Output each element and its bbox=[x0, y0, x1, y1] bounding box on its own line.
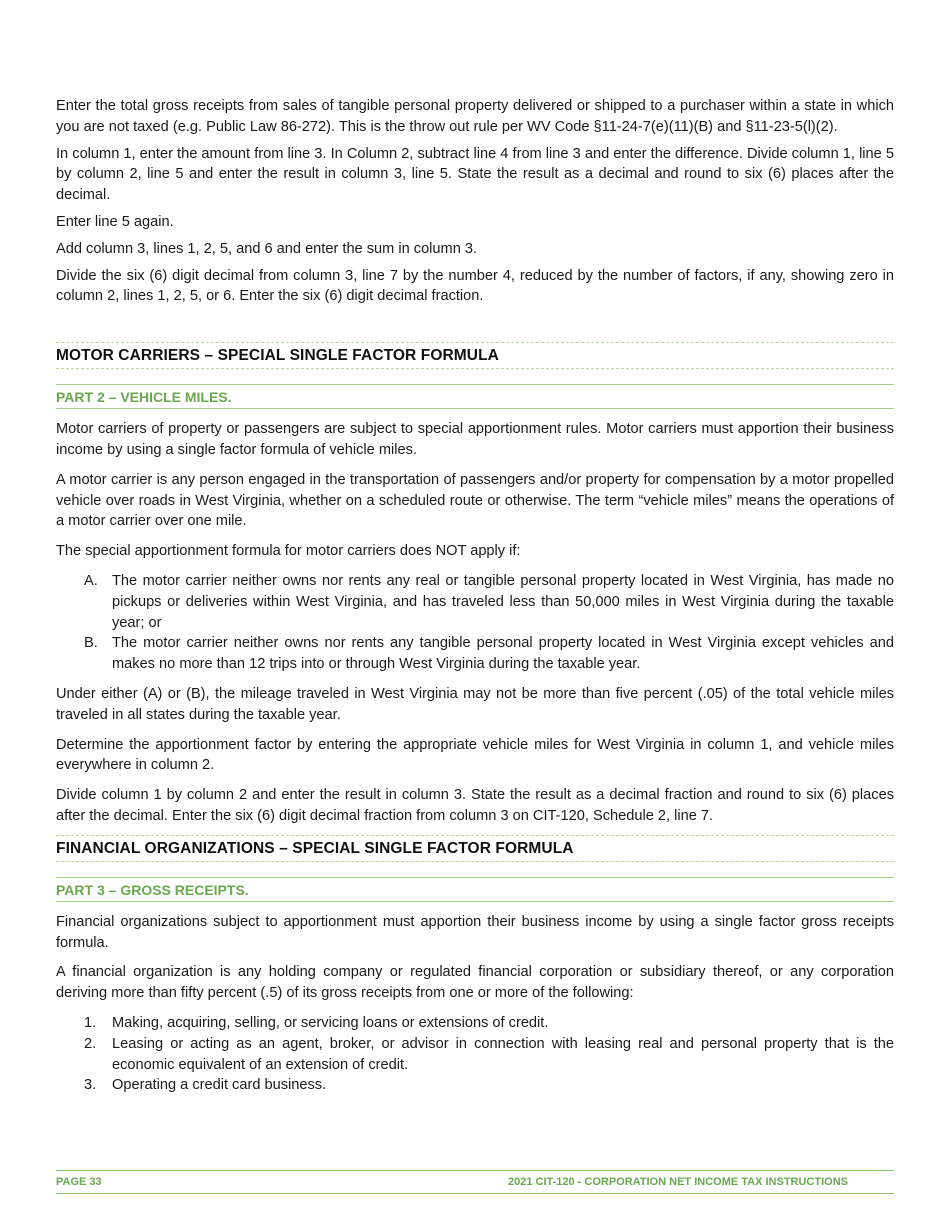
motor-paragraph-1: Motor carriers of property or passengers are subject to special apportionment rules. Motor carriers must apportion their business income by using a single factor formula of vehicle miles. bbox=[56, 421, 894, 458]
financial-organizations-heading: FINANCIAL ORGANIZATIONS – SPECIAL SINGLE FACTOR FORMULA bbox=[56, 835, 894, 862]
list-marker: 2. bbox=[84, 1035, 97, 1052]
intro-paragraph-3: Enter line 5 again. bbox=[56, 213, 174, 230]
motor-paragraph-6: Divide column 1 by column 2 and enter the result in column 3. State the result as a decimal fraction and round to six (6) places after the decimal. Enter the six (6) digit decimal fraction from column 3 on CIT-120, Schedule 2, line 7. bbox=[56, 787, 894, 824]
list-item bbox=[56, 571, 894, 633]
list-item bbox=[56, 1013, 894, 1034]
financial-paragraph-2: A financial organization is any holding company or regulated financial corporation or subsidiary thereof, or any corporation deriving more than fifty percent (.5) of its gross receipts from one or more of the following: bbox=[56, 964, 894, 1002]
list-item bbox=[56, 633, 894, 675]
list-item-text: The motor carrier neither owns nor rents any tangible personal property located in West Virginia except vehicles and makes no more than 12 trips into or through West Virginia during the taxable year. bbox=[112, 635, 894, 673]
list-marker: A. bbox=[84, 572, 98, 589]
motor-paragraph-4: Under either (A) or (B), the mileage traveled in West Virginia may not be more than five percent (.05) of the total vehicle miles traveled in all states during the taxable year. bbox=[56, 685, 894, 723]
part-2-heading: PART 2 – VEHICLE MILES. bbox=[56, 384, 894, 409]
list-item-text: The motor carrier neither owns nor rents any real or tangible personal property located in West Virginia, has made no pickups or deliveries within West Virginia, and has traveled less than 50,000 miles in West Virginia during the taxable year; or bbox=[112, 572, 894, 631]
page-number: PAGE 33 bbox=[56, 1176, 102, 1188]
list-item-text: Operating a credit card business. bbox=[112, 1077, 327, 1094]
list-marker: 1. bbox=[84, 1014, 97, 1031]
intro-paragraph-5: Divide the six (6) digit decimal from column 3, line 7 by the number 4, reduced by the number of factors, if any, showing zero in column 2, lines 1, 2, 5, or 6. Enter the six (6) digit decimal fraction. bbox=[56, 267, 894, 305]
list-marker: B. bbox=[84, 635, 98, 652]
intro-paragraph-4: Add column 3, lines 1, 2, 5, and 6 and enter the sum in column 3. bbox=[56, 240, 478, 257]
motor-carriers-heading: MOTOR CARRIERS – SPECIAL SINGLE FACTOR FORMULA bbox=[56, 342, 894, 369]
list-item bbox=[56, 1075, 894, 1096]
list-item-text: Making, acquiring, selling, or servicing loans or extensions of credit. bbox=[112, 1014, 549, 1031]
motor-paragraph-2: A motor carrier is any person engaged in the transportation of passengers and/or property for compensation by a motor propelled vehicle over roads in West Virginia, whether on a scheduled route or otherwise. The term “vehicle miles” means the operations of a motor carrier over one mile. bbox=[56, 471, 894, 530]
part-3-heading: PART 3 – GROSS RECEIPTS. bbox=[56, 877, 894, 902]
page-content bbox=[56, 96, 894, 1105]
motor-paragraph-3: The special apportionment formula for motor carriers does NOT apply if: bbox=[56, 543, 521, 560]
financial-activities-list bbox=[56, 1013, 894, 1096]
footer-title: 2021 CIT-120 - CORPORATION NET INCOME TAX INSTRUCTIONS bbox=[507, 1176, 848, 1188]
financial-paragraph-1: Financial organizations subject to apportionment must apportion their business income by using a single factor gross receipts formula. bbox=[56, 913, 894, 951]
list-marker: 3. bbox=[84, 1077, 97, 1094]
intro-paragraph-2: In column 1, enter the amount from line 3. In Column 2, subtract line 4 from line 3 and enter the difference. Divide column 1, line 5 by column 2, line 5 and enter the result in column 3, line 5. State the result as a decimal and round to six (6) places after the decimal. bbox=[56, 145, 894, 204]
motor-exceptions-list bbox=[56, 571, 894, 675]
intro-paragraph-1: Enter the total gross receipts from sales of tangible personal property delivered or shipped to a purchaser within a state in which you are not taxed (e.g. Public Law 86-272). This is the throw out rule per WV Code §11-24-7(e)(11)(B) and §11-23-5(l)(2). bbox=[56, 98, 894, 135]
page-footer bbox=[56, 1170, 894, 1194]
list-item-text: Leasing or acting as an agent, broker, or advisor in connection with leasing real and personal property that is the economic equivalent of an extension of credit. bbox=[112, 1035, 894, 1073]
motor-paragraph-5: Determine the apportionment factor by entering the appropriate vehicle miles for West Virginia in column 1, and vehicle miles everywhere in column 2. bbox=[56, 736, 894, 774]
list-item bbox=[56, 1034, 894, 1076]
